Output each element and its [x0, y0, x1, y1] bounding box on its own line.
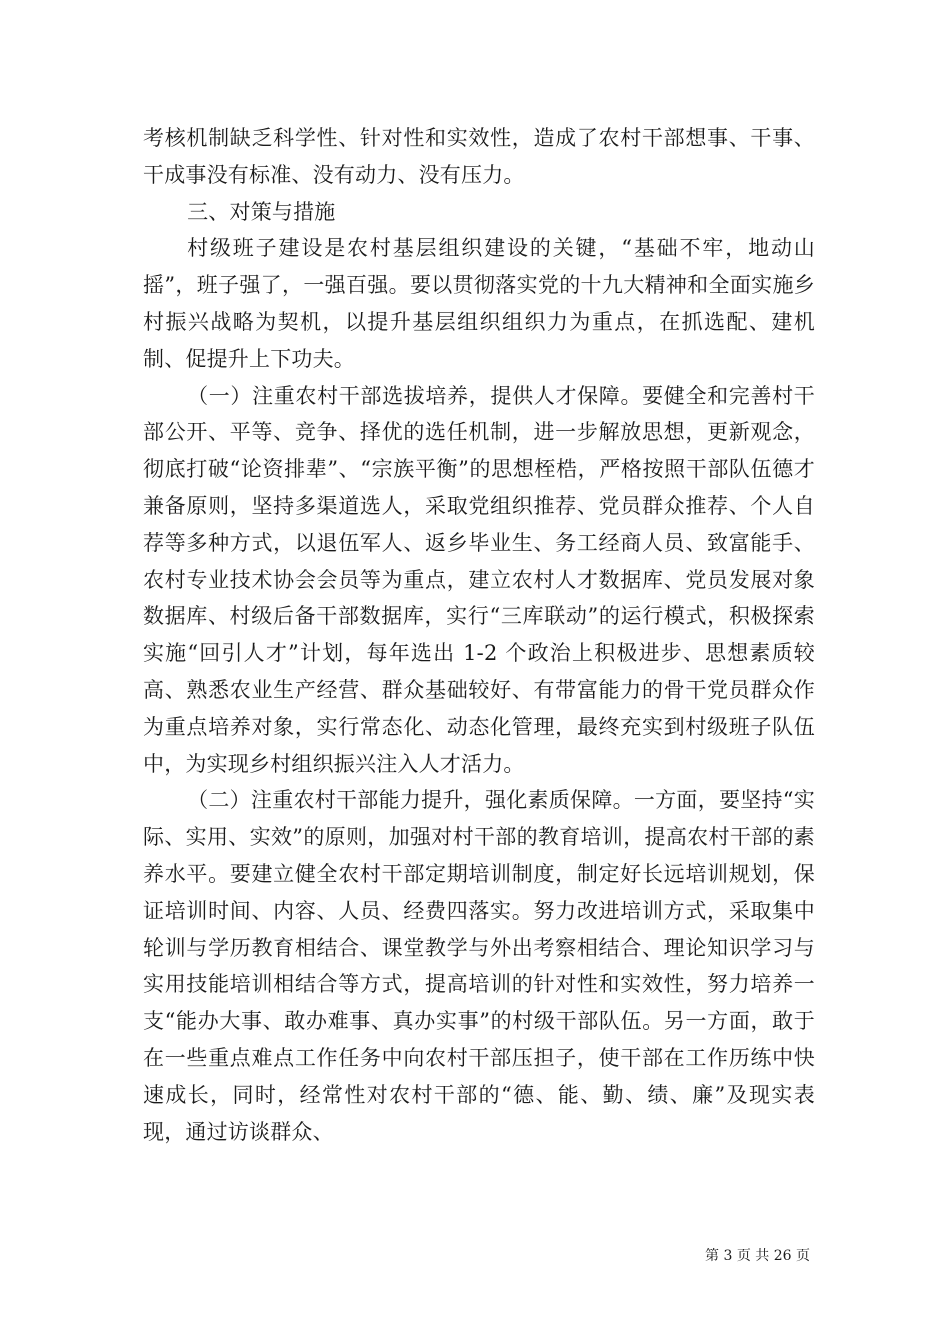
- document-body: [143, 120, 815, 1150]
- section-heading: 三、对策与措施: [187, 199, 336, 224]
- paragraph-selection-training: （一）注重农村干部选拔培养，提供人才保障。要健全和完善村干部公开、平等、竞争、择优的选任机制，进一步解放思想，更新观念，彻底打破“论资排辈”、“宗族平衡”的思想桎梏，严格按照干部队伍德才兼备原则，坚持多渠道选人，采取党组织推荐、党员群众推荐、个人自荐等多种方式，以退伍军人、返乡毕业生、务工经商人员、致富能手、农村专业技术协会会员等为重点，建立农村人才数据库、党员发展对象数据库、村级后备干部数据库，实行“三库联动”的运行模式，积极探索实施“回引人才”计划，每年选出 1-2 个政治上积极进步、思想素质较高、熟悉农业生产经营、群众基础较好、有带富能力的骨干党员群众作为重点培养对象，实行常态化、动态化管理，最终充实到村级班子队伍中，为实现乡村组织振兴注入人才活力。: [143, 383, 815, 776]
- paragraph-continuation: 考核机制缺乏科学性、针对性和实效性，造成了农村干部想事、干事、干成事没有标准、没有动力、没有压力。: [143, 126, 815, 187]
- paragraph-intro: 村级班子建设是农村基层组织建设的关键，“基础不牢，地动山摇”，班子强了，一强百强。要以贯彻落实党的十九大精神和全面实施乡村振兴战略为契机，以提升基层组织组织力为重点，在抓选配、建机制、促提升上下功夫。: [143, 236, 815, 371]
- page-number: 第 3 页 共 26 页: [705, 1248, 810, 1264]
- paragraph-capability-improvement: （二）注重农村干部能力提升，强化素质保障。一方面，要坚持“实际、实用、实效”的原则，加强对村干部的教育培训，提高农村干部的素养水平。要建立健全农村干部定期培训制度，制定好长远培训规划，保证培训时间、内容、人员、经费四落实。努力改进培训方式，采取集中轮训与学历教育相结合、课堂教学与外出考察相结合、理论知识学习与实用技能培训相结合等方式，提高培训的针对性和实效性，努力培养一支“能办大事、敢办难事、真办实事”的村级干部队伍。另一方面，敢于在一些重点难点工作任务中向农村干部压担子，使干部在工作历练中快速成长，同时，经常性对农村干部的“德、能、勤、绩、廉”及现实表现，通过访谈群众、: [143, 788, 815, 1144]
